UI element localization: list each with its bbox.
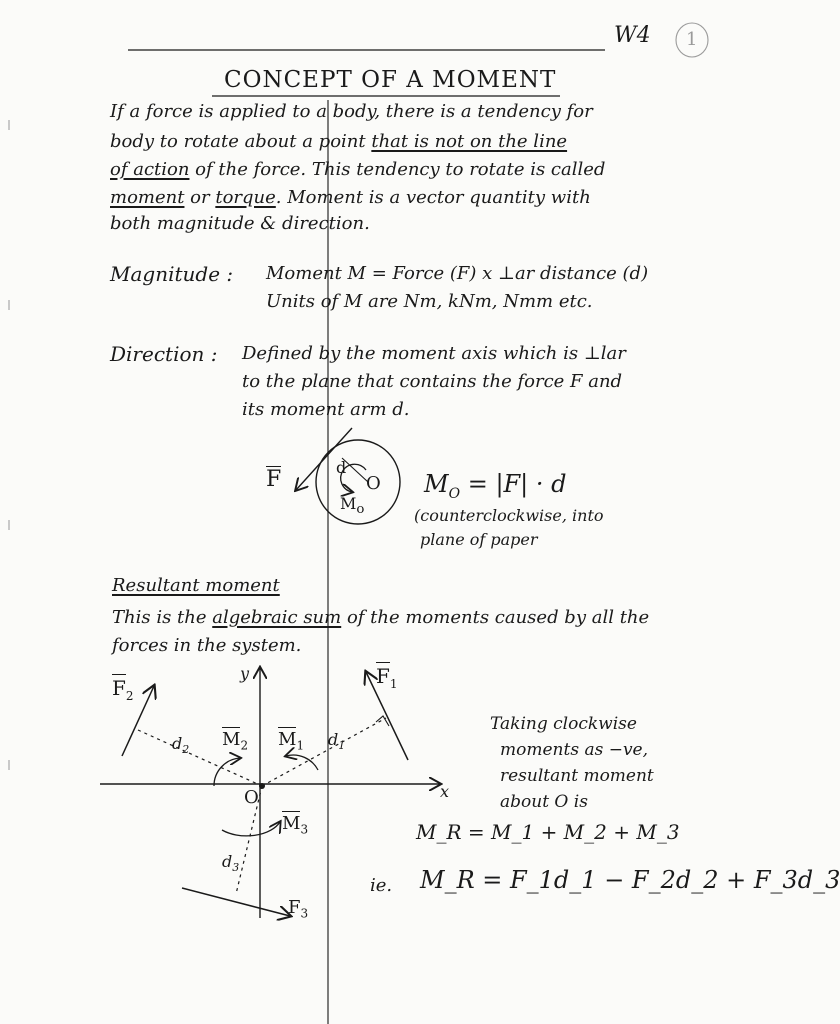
term-algebraic-sum: algebraic sum: [212, 607, 342, 628]
m3-subscript: 3: [300, 822, 309, 837]
x-axis-label: x: [440, 782, 450, 801]
d1-symbol: d: [328, 730, 339, 749]
note-line-2: moments as −ve,: [500, 740, 649, 760]
m3-symbol: M: [282, 813, 301, 834]
f3-subscript: 3: [300, 906, 309, 921]
arm-label-d: d: [336, 458, 347, 477]
note-line-1: Taking clockwise: [490, 714, 637, 734]
page-number: 1: [686, 29, 698, 50]
direction-label: Direction :: [110, 342, 218, 366]
force-label-f: F: [266, 467, 282, 492]
direction-line-3: its moment arm d.: [242, 399, 410, 420]
page-title: CONCEPT OF A MOMENT: [224, 67, 557, 93]
m2-subscript: 2: [240, 738, 249, 753]
f3-symbol: F: [288, 897, 301, 918]
intro-line-1: If a force is applied to a body, there is a tendency for: [110, 101, 593, 122]
direction-line-1: Defined by the moment axis which is ⊥lar: [242, 343, 626, 364]
term-moment: moment: [110, 187, 185, 208]
d3-subscript: 3: [232, 861, 240, 875]
direction-line-2: to the plane that contains the force F and: [242, 371, 623, 392]
intro-underline: of action: [110, 159, 190, 180]
origin-label: O: [244, 787, 259, 808]
equation-symbol: M: [424, 470, 449, 498]
label-d3: [222, 852, 239, 878]
d2-subscript: 2: [182, 743, 190, 757]
intro-text: of the force. This tendency to rotate is called: [189, 159, 606, 180]
intro-text: . Moment is a vector quantity with: [275, 187, 591, 208]
label-m1: [278, 728, 304, 758]
note-line-4: about O is: [500, 792, 588, 812]
label-m2: [222, 728, 248, 758]
force-f3: [182, 888, 290, 916]
intro-line-2: [110, 130, 567, 154]
m2-symbol: M: [222, 729, 241, 750]
y-axis-label: y: [240, 664, 250, 683]
resultant-line-2: forces in the system.: [112, 635, 302, 656]
resultant-text: of the moments caused by all the: [341, 607, 650, 628]
label-f3: [288, 896, 308, 926]
moment-symbol: M: [340, 494, 357, 513]
intro-underline: that is not on the line: [371, 131, 568, 152]
intro-line-5: both magnitude & direction.: [110, 213, 370, 234]
magnitude-units: Units of M are Nm, kNm, Nmm etc.: [266, 291, 593, 312]
moment-note-1: (counterclockwise, into: [414, 506, 604, 525]
f1-subscript: 1: [389, 677, 398, 691]
moment-arc-m2: [214, 758, 240, 786]
ie-prefix: ie.: [370, 875, 393, 896]
moment-note-2: plane of paper: [420, 530, 538, 549]
intro-text: or: [184, 187, 216, 208]
resultant-equation: M_R = M_1 + M_2 + M_3: [416, 820, 680, 844]
d1-subscript: 1: [338, 739, 346, 753]
intro-line-3: [110, 158, 605, 182]
label-d1: [328, 730, 345, 756]
d2-symbol: d: [172, 734, 183, 753]
resultant-line-1: [112, 606, 649, 630]
intro-line-4: [110, 186, 591, 210]
m1-symbol: M: [278, 729, 297, 750]
resultant-text: This is the: [112, 607, 213, 628]
term-torque: torque: [215, 187, 276, 208]
resultant-heading: Resultant moment: [112, 575, 280, 596]
f1-symbol: F: [376, 664, 390, 688]
equation-rhs: = |F| · d: [467, 470, 567, 498]
f2-symbol: F: [112, 676, 126, 700]
moment-equation: [424, 472, 567, 506]
d3-symbol: d: [222, 852, 233, 871]
magnitude-label: Magnitude :: [110, 262, 234, 286]
label-d2: [172, 734, 189, 760]
magnitude-formula: Moment M = Force (F) x ⊥ar distance (d): [266, 263, 649, 284]
label-f1: [376, 664, 398, 696]
label-m3: [282, 812, 308, 842]
intro-text: body to rotate about a point: [110, 131, 372, 152]
f2-subscript: 2: [125, 689, 134, 703]
m1-subscript: 1: [296, 738, 305, 753]
equation-subscript: O: [448, 485, 461, 502]
note-line-3: resultant moment: [500, 766, 654, 786]
moment-label-mo: [340, 492, 364, 522]
page-ref: W4: [614, 23, 651, 48]
moment-subscript: o: [356, 502, 365, 518]
expanded-equation: M_R = F_1d_1 − F_2d_2 + F_3d_3: [420, 866, 840, 894]
label-f2: [112, 676, 134, 708]
origin-label-o: O: [366, 473, 381, 494]
